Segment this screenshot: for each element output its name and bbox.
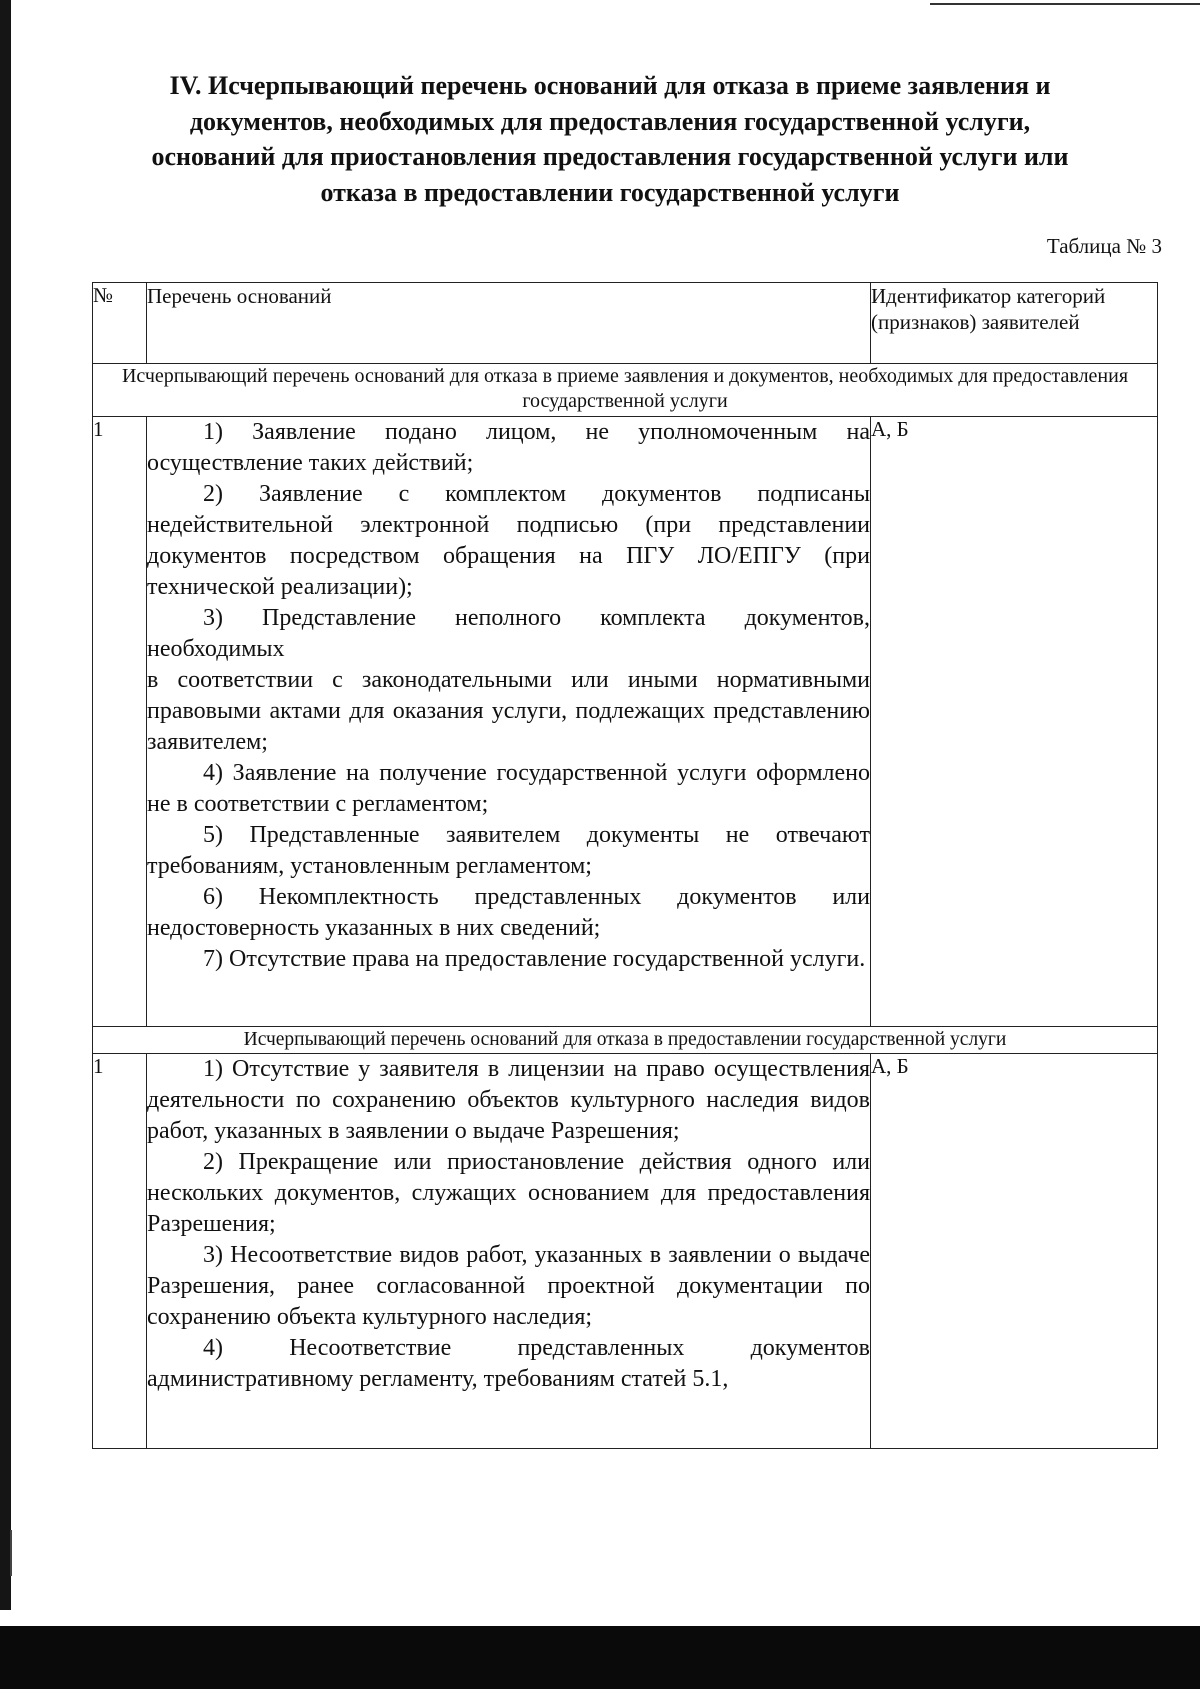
header-identifier: Идентификатор категорий (признаков) заявителей [871,283,1158,364]
section-title: Исчерпывающий перечень оснований для отказа в предоставлении государственной услуги [93,1027,1158,1054]
heading-line: оснований для приостановления предоставления государственной услуги или [151,142,1069,171]
grounds-list [147,1054,871,1449]
list-item: 3) Несоответствие видов работ, указанных в заявлении о выдаче Разрешения, ранее согласованной проектной документации по сохранению объекта культурного наследия; [147,1242,870,1330]
header-num: № [93,283,147,364]
table-row [93,1054,1158,1449]
section-title: Исчерпывающий перечень оснований для отказа в приеме заявления и документов, необходимых для предоставления государственной услуги [93,364,1158,417]
list-item: 3) Представление неполного комплекта документов, необходимых [147,605,870,662]
table-header-row [93,283,1158,364]
grounds-list [147,417,871,1027]
list-item: 1) Заявление подано лицом, не уполномоченным на осуществление таких действий; [147,419,870,476]
list-item: в соответствии с законодательными или иными нормативными правовыми актами для оказания услуги, подлежащих представлению заявителем; [147,667,870,755]
list-item: 4) Заявление на получение государственной услуги оформлено не в соответствии с регламентом; [147,760,870,817]
row-number: 1 [93,417,147,1027]
section-heading [110,68,1110,210]
applicant-identifier: А, Б [871,417,1158,1027]
row-number: 1 [93,1054,147,1449]
applicant-identifier: А, Б [871,1054,1158,1449]
heading-line: IV. Исчерпывающий перечень оснований для отказа в приеме заявления и [169,71,1051,100]
list-item: 2) Заявление с комплектом документов подписаны недействительной электронной подписью (при представлении документов посредством обращения на ПГУ ЛО/ЕПГУ (при технической реализации); [147,481,870,600]
scan-left-edge [0,0,11,1610]
scan-artifact-tick [10,1530,12,1576]
scan-top-line [930,3,1200,5]
list-item: 5) Представленные заявителем документы не отвечают требованиям, установленным регламентом; [147,822,870,879]
section-title-row [93,1027,1158,1054]
header-grounds: Перечень оснований [147,283,871,364]
list-item: 2) Прекращение или приостановление действия одного или нескольких документов, служащих основанием для предоставления Разрешения; [147,1149,870,1237]
section-title-row [93,364,1158,417]
grounds-table [92,282,1158,1449]
list-item: 4) Несоответствие представленных документов административному регламенту, требованиям статей 5.1, [147,1335,870,1392]
list-item: 7) Отсутствие права на предоставление государственной услуги. [203,946,866,972]
heading-line: отказа в предоставлении государственной услуги [320,177,900,207]
heading-line: документов, необходимых для предоставления государственной услуги, [189,106,1031,136]
scan-bottom-bar [0,1626,1200,1689]
list-item: 1) Отсутствие у заявителя в лицензии на право осуществления деятельности по сохранению объектов культурного наследия видов работ, указанных в заявлении о выдаче Разрешения; [147,1056,870,1144]
table-row [93,417,1158,1027]
table-number: Таблица № 3 [1046,234,1162,258]
list-item: 6) Некомплектность представленных документов или недостоверность указанных в них сведений; [147,884,870,941]
